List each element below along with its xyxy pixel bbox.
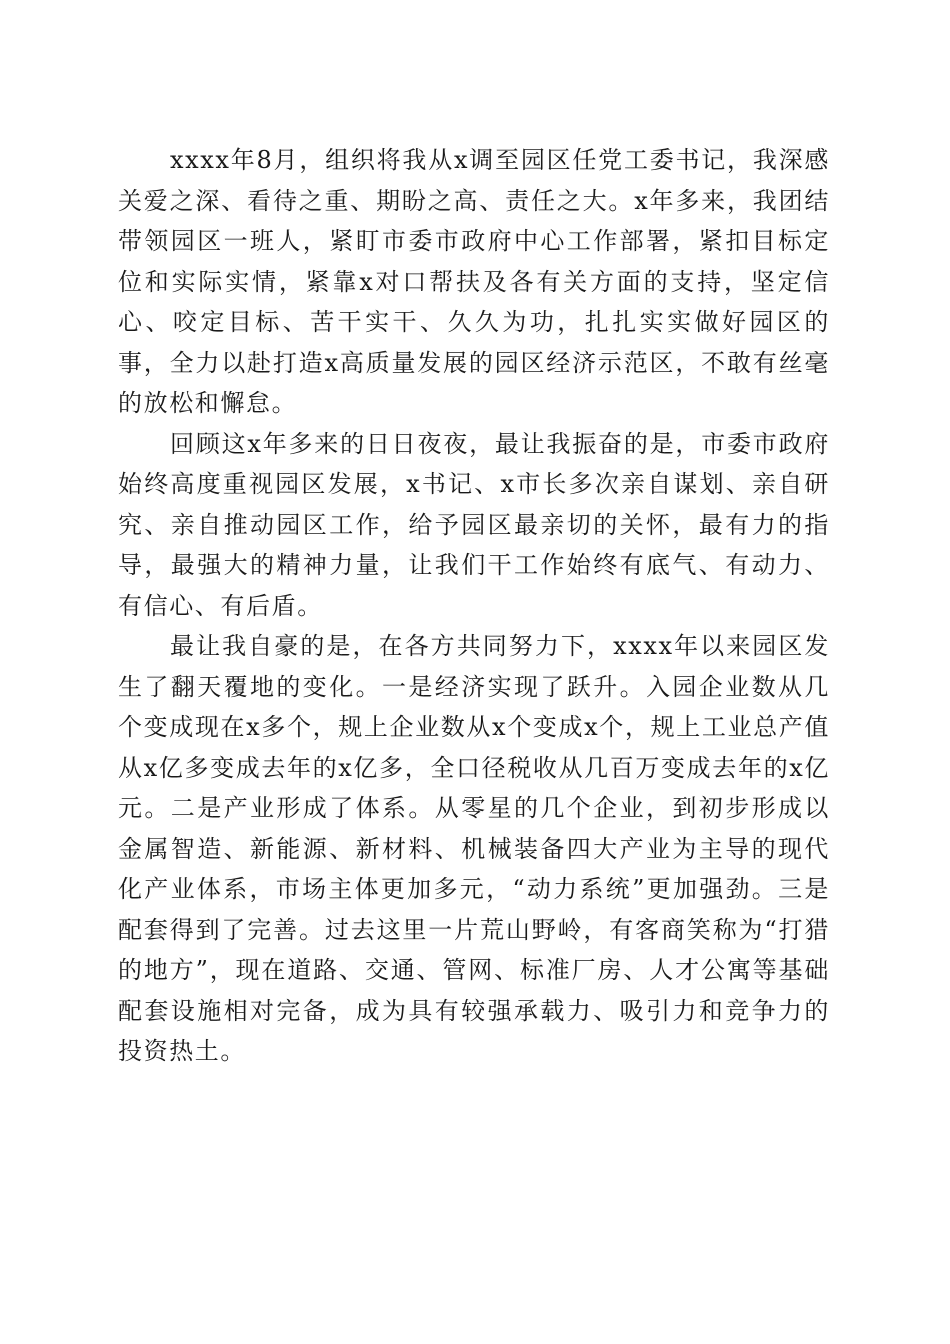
paragraph-1: xxxx年8月，组织将我从x调至园区任党工委书记，我深感关爱之深、看待之重、期盼之高、责任之大。x年多来，我团结带领园区一班人，紧盯市委市政府中心工作部署，紧扣目标定位和实际实情，紧靠x对口帮扶及各有关方面的支持，坚定信心、咬定目标、苦干实干、久久为功，扎扎实实做好园区的事，全力以赴打造x高质量发展的园区经济示范区，不敢有丝毫的放松和懈怠。 — [118, 146, 830, 417]
paragraph-3: 最让我自豪的是，在各方共同努力下，xxxx年以来园区发生了翻天覆地的变化。一是经济实现了跃升。入园企业数从几个变成现在x多个，规上企业数从x个变成x个，规上工业总产值从x亿多变成去年的x亿多，全口径税收从几百万变成去年的x亿元。二是产业形成了体系。从零星的几个企业，到初步形成以金属智造、新能源、新材料、机械装备四大产业为主导的现代化产业体系，市场主体更加多元，“动力系统”更加强劲。三是配套得到了完善。过去这里一片荒山野岭，有客商笑称为“打猎的地方”，现在道路、交通、管网、标准厂房、人才公寓等基础配套设施相对完备，成为具有较强承载力、吸引力和竞争力的投资热土。 — [118, 632, 830, 1065]
document-body — [118, 140, 830, 1072]
paragraph-2: 回顾这x年多来的日日夜夜，最让我振奋的是，市委市政府始终高度重视园区发展，x书记、x市长多次亲自谋划、亲自研究、亲自推动园区工作，给予园区最亲切的关怀，最有力的指导，最强大的精神力量，让我们干工作始终有底气、有动力、有信心、有后盾。 — [118, 429, 830, 620]
